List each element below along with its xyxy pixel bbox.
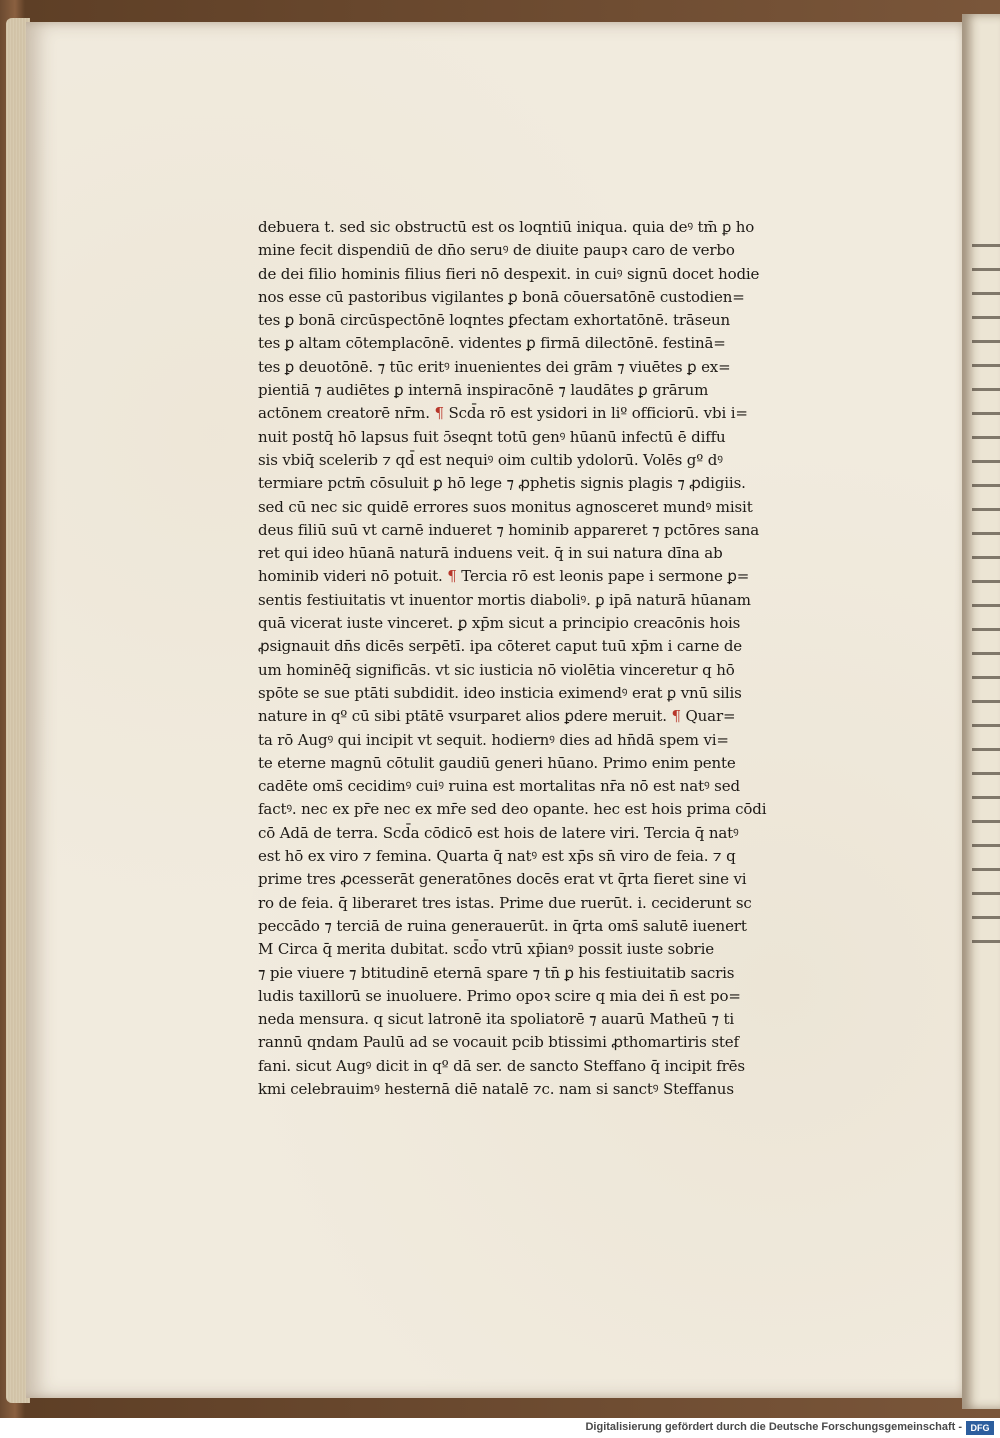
dfg-logo: DFG — [966, 1421, 994, 1435]
text-line: peccādo ⁊ terciā de ruina generauerūt. in q̄rta oms̄ salutē iuenert — [258, 916, 747, 935]
text-line: ro de feia. q̄ liberaret tres istas. Prime due ruerūt. i. ceciderunt sc — [258, 893, 752, 912]
text-line: ⁊ pie viuere ⁊ btitudinē eternā spare ⁊ tn̄ ꝑ his festiuitatib sacris — [258, 963, 735, 982]
text-line: quā vicerat iuste vinceret. ꝑ xp̄m sicut a principio creacōnis hois — [258, 614, 741, 633]
text-line: M Circa q̄ merita dubitat. scd̄o vtrū xp̄ianꝰ possit iuste sobrie — [258, 940, 714, 959]
text-line: nature in qº cū sibi ptātē vsurparet alios ꝑdere meruit. ¶ Quar= — [258, 707, 736, 726]
adjacent-page-edge — [962, 14, 1000, 1409]
text-line: ꝓsignauit dn̄s dicēs serpētī. ipa cōteret caput tuū xp̄m i carne de — [258, 637, 743, 656]
text-line: tes ꝑ deuotōnē. ⁊ tūc eritꝰ inuenientes dei grām ⁊ viuētes ꝑ ex= — [258, 357, 731, 376]
text-line: sed cū nec sic quidē errores suos monitus agnosceret mundꝰ misit — [258, 497, 753, 516]
text-line: mine fecit dispendiū de dn̄o seruꝰ de diuite paupꝛ caro de verbo — [258, 241, 735, 260]
text-line: est hō ex viro ⁊ femina. Quarta q̄ natꝰ est xp̄s sn̄ viro de feia. ⁊ q — [258, 847, 736, 866]
text-line: de dei filio hominis filius fieri nō despexit. in cuiꝰ signū docet hodie — [258, 264, 760, 283]
text-line: spōte se sue ptāti subdidit. ideo insticia eximendꝰ erat ꝑ vnū silis — [258, 683, 742, 702]
rubric-mark: ¶ — [434, 404, 444, 423]
text-column — [258, 216, 870, 1101]
text-line: deus filiū suū vt carnē indueret ⁊ hominib appareret ⁊ pctōres sana — [258, 520, 760, 539]
rubric-mark: ¶ — [671, 707, 681, 726]
text-line: nos esse cū pastoribus vigilantes ꝑ bonā cōuersatōnē custodien= — [258, 287, 745, 306]
text-line: pientiā ⁊ audiētes ꝑ internā inspiracōnē ⁊ laudātes ꝑ grārum — [258, 381, 709, 400]
footer-credit: Digitalisierung gefördert durch die Deutsche Forschungsgemeinschaft - — [585, 1421, 962, 1433]
text-line: sis vbiq̄ scelerib ⁊ qd̄ est nequiꝰ oim cultib ydolorū. Volēs gº dꝰ — [258, 450, 723, 469]
text-line: kmi celebrauimꝰ hesternā diē natalē ⁊c. nam si sanctꝰ Steffanus — [258, 1079, 734, 1098]
rubric-mark: ¶ — [447, 567, 457, 586]
text-line: ta rō Augꝰ qui incipit vt sequit. hodiernꝰ dies ad hn̄dā spem vi= — [258, 730, 729, 749]
text-line: rannū qndam Paulū ad se vocauit pcib btissimi ꝓthomartiris stef — [258, 1033, 739, 1052]
text-line: prime tres ꝓcesserāt generatōnes docēs erat vt q̄rta fieret sine vi — [258, 870, 747, 889]
adjacent-page-text-ghost — [972, 244, 1000, 944]
text-line: debuera t. sed sic obstructū est os loqntiū iniqua. quia deꝰ tm̄ ꝑ ho — [258, 218, 755, 236]
text-line: tes ꝑ bonā circūspectōnē loqntes ꝑfectam exhortatōnē. trāseun — [258, 311, 731, 330]
text-line: factꝰ. nec ex pr̄e nec ex mr̄e sed deo opante. hec est hois prima cōdi — [258, 800, 767, 819]
text-line: hominib videri nō potuit. ¶ Tercia rō est leonis pape i sermone ꝑ= — [258, 567, 750, 586]
text-line: te eterne magnū cōtulit gaudiū generi hūano. Primo enim pente — [258, 753, 736, 772]
text-line: actōnem creatorē nr̄m. ¶ Scd̄a rō est ysidori in liº officiorū. vbi i= — [258, 404, 748, 423]
text-line: neda mensura. q sicut latronē ita spoliatorē ⁊ auarū Matheū ⁊ ti — [258, 1010, 735, 1029]
text-line: cadēte oms̄ cecidimꝰ cuiꝰ ruina est mortalitas nr̄a nō est natꝰ sed — [258, 777, 740, 796]
text-line: tes ꝑ altam cōtemplacōnē. videntes ꝑ firmā dilectōnē. festinā= — [258, 334, 726, 353]
text-line: um hominēq̄ significās. vt sic iusticia nō violētia vinceretur q hō — [258, 660, 735, 679]
text-line: nuit postq̄ hō lapsus fuit ɔ̄seqnt totū genꝰ hūanū infectū ē diffu — [258, 427, 726, 446]
text-line: ludis taxillorū se inuoluere. Primo opoꝛ scire q mia dei n̄ est po= — [258, 986, 741, 1005]
text-line: sentis festiuitatis vt inuentor mortis diaboliꝰ. ꝑ ipā naturā hūanam — [258, 590, 751, 609]
text-line: fani. sicut Augꝰ dicit in qº dā ser. de sancto Steffano q̄ incipit frēs — [258, 1056, 745, 1075]
text-line: ret qui ideo hūanā naturā induens veit. q̄ in sui natura dīna ab — [258, 544, 723, 563]
text-line: cō Adā de terra. Scd̄a cōdicō est hois de latere viri. Tercia q̄ natꝰ — [258, 823, 739, 842]
footer-bar — [0, 1418, 1000, 1438]
text-line: termiare pctm̄ cōsuluit ꝑ hō lege ⁊ ꝓphetis signis plagis ⁊ ꝓdigiis. — [258, 474, 746, 493]
